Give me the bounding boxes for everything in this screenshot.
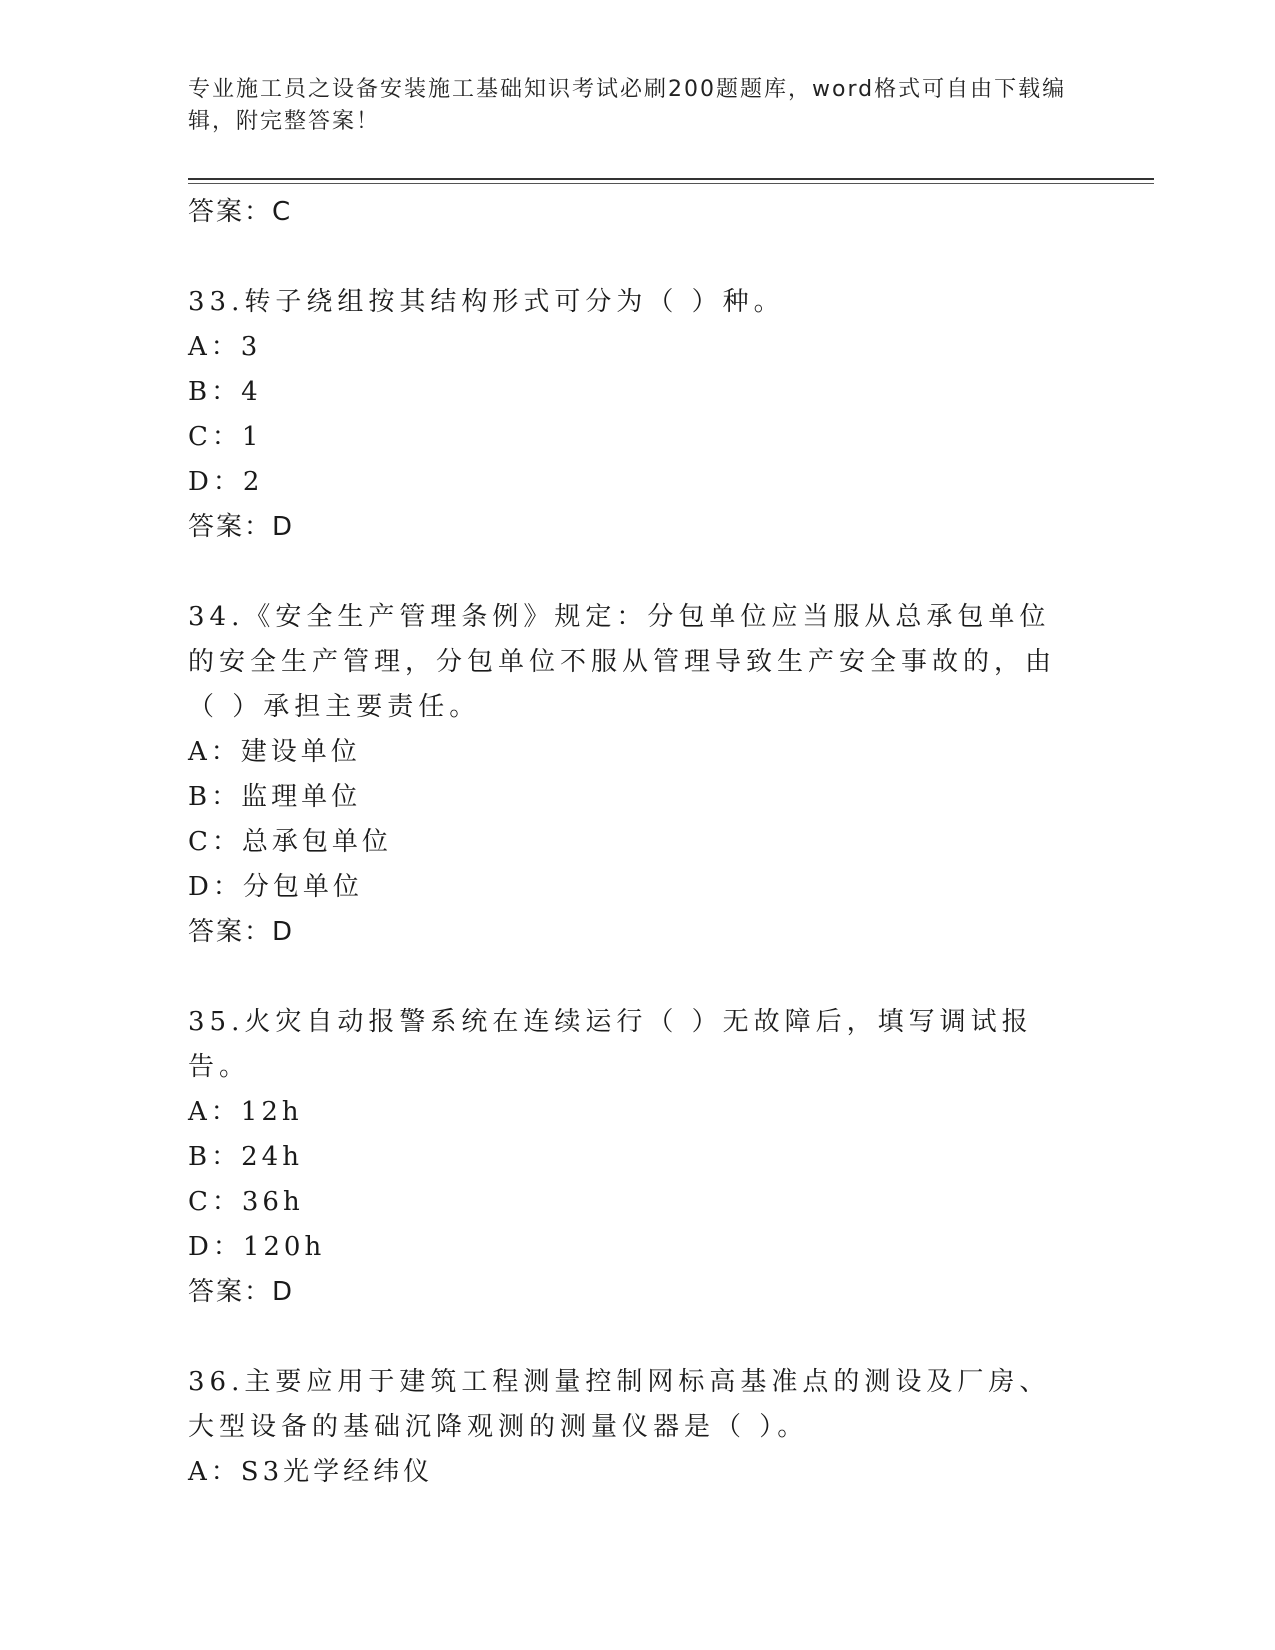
document-header: 专业施工员之设备安装施工基础知识考试必刷200题题库，word格式可自由下载编辑，附完整答案！ xyxy=(188,77,1067,134)
option-b: B：4 xyxy=(188,377,262,407)
question-36 xyxy=(188,1360,1078,1495)
answer-line: 答案：C xyxy=(188,197,293,227)
option-a: A：12h xyxy=(188,1097,303,1127)
option-c: C：36h xyxy=(188,1187,304,1217)
spacer xyxy=(188,955,1078,1000)
option-a: A：3 xyxy=(188,332,262,362)
option-a: A：S3光学经纬仪 xyxy=(188,1457,434,1487)
spacer xyxy=(188,550,1078,595)
option-c: C：1 xyxy=(188,422,263,452)
question-list xyxy=(188,190,1078,1495)
spacer xyxy=(188,1315,1078,1360)
header-divider-thin xyxy=(188,183,1154,184)
option-a: A：建设单位 xyxy=(188,737,361,767)
option-b: B：24h xyxy=(188,1142,303,1172)
answer-line: 答案：D xyxy=(188,512,295,542)
question-stem: 36.主要应用于建筑工程测量控制网标高基准点的测设及厂房、大型设备的基础沉降观测的测量仪器是（ ）。 xyxy=(188,1367,1051,1442)
option-b: B：监理单位 xyxy=(188,782,362,812)
question-34 xyxy=(188,595,1078,955)
question-stem: 34.《安全生产管理条例》规定：分包单位应当服从总承包单位的安全生产管理，分包单位不服从管理导致生产安全事故的，由（ ）承担主要责任。 xyxy=(188,602,1057,722)
question-33 xyxy=(188,280,1078,550)
answer-line: 答案：D xyxy=(188,917,295,947)
option-d: D：2 xyxy=(188,467,264,497)
option-c: C：总承包单位 xyxy=(188,827,392,857)
question-stem: 33.转子绕组按其结构形式可分为（ ）种。 xyxy=(188,287,785,317)
question-35 xyxy=(188,1000,1078,1315)
spacer xyxy=(188,235,1078,280)
option-d: D：120h xyxy=(188,1232,326,1262)
answer-line: 答案：D xyxy=(188,1277,295,1307)
option-d: D：分包单位 xyxy=(188,872,363,902)
header-divider-thick xyxy=(188,178,1154,180)
question-stem: 35.火灾自动报警系统在连续运行（ ）无故障后，填写调试报告。 xyxy=(188,1007,1033,1082)
